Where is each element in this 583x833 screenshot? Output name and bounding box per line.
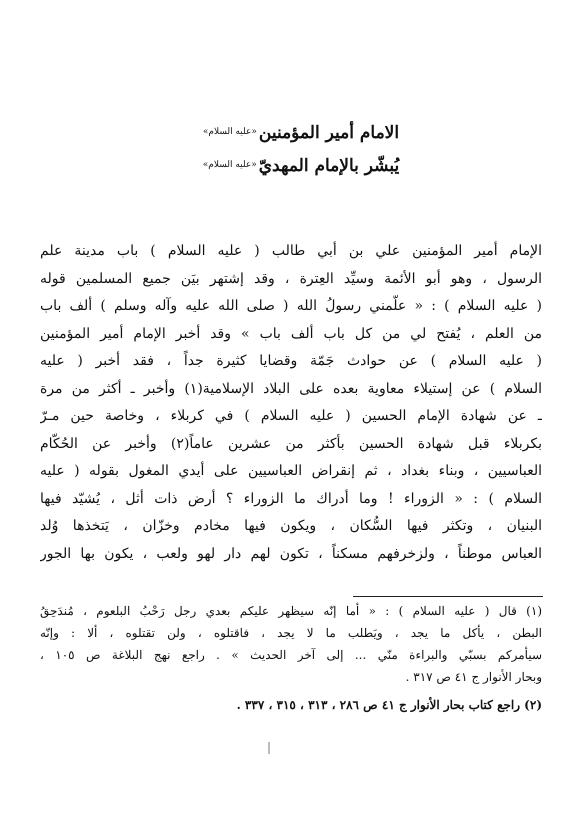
footnote-2 <box>40 694 542 716</box>
body-line: بكربلاء قبل شهادة الحسين بأكثر من عشرين عاماً(٢) وأخبر عن الحُكّام <box>40 435 542 452</box>
body-line: البنيان ، وتكثر فيها السُّكان ، ويكون فيها مخادم وخزّان ، يَتخذها وُلد <box>40 518 542 534</box>
footnote-1 <box>40 600 542 688</box>
body-line: ( عليه السلام ) عن حوادث جَمّة وقضايا كثيرة جداً ، فقد أخبر ( عليه <box>40 353 542 369</box>
body-line: العباس موطناً ، ولزخرفهم مسكناً ، تكون لهم دار لهو ولعب ، يكون بها الجور <box>40 545 542 562</box>
title-line-2-honorific: «عليه السلام» <box>202 160 257 170</box>
scan-mark <box>268 742 270 754</box>
body-line: السلام ) عن إستيلاء معاوية بعده على البلاد الإسلامية(١) وأخبر ـ أكثر من مرة <box>40 380 542 397</box>
title-line-1-text: الامام أمير المؤمنين <box>258 123 400 143</box>
body-line: الإمام أمير المؤمنين علي بن أبي طالب ( عليه السلام ) باب مدينة علم <box>40 243 542 259</box>
footnote-1-line: (١) قال ( عليه السلام ) : « أما إنّه سيظهر عليكم بعدي رجل رَحْبُ البلعوم ، مُندَحِقُ <box>40 604 542 618</box>
footnote-1-line: البطن ، يأكل ما يجد ، ويَطلب ما لا يجد ، فاقتلوه ، ولن تقتلوه ، ألا : وإنّه <box>40 626 542 640</box>
title-line-1-honorific: «عليه السلام» <box>202 127 257 137</box>
footnote-2-line: (٢) راجع كتاب بحار الأنوار ج ٤١ ص ٢٨٦ ، ٣١٣ ، ٣١٥ ، ٣٣٧ . <box>236 698 542 712</box>
body-paragraph <box>40 238 542 568</box>
title-line-2 <box>150 149 450 182</box>
body-line: الرسول ، وهو أبو الأئمة وسيِّد العِترة ، وقد إشتهر بيَن جميع المسلمين قوله <box>40 270 542 287</box>
title-line-2-text: يُبشّر بالإمام المهديّ <box>258 156 400 176</box>
chapter-title <box>150 116 450 182</box>
body-line: السلام ) : « الزوراء ! وما أدراك ما الزوراء ؟ أرض ذات أثل ، يُشيّد فيها <box>40 490 542 507</box>
body-line: العباسيين ، وبناء بغداد ، ثم إنقراض العباسيين على أيدي المغول بقوله ( عليه <box>40 463 542 479</box>
body-line: من العلم ، يُفتح لي من كل باب ألف باب » وقد أخبر الإمام أمير المؤمنين <box>40 325 542 342</box>
footnote-1-line: وبحار الأنوار ج ٤١ ص ٣١٧ . <box>405 670 542 684</box>
body-line: ( عليه السلام ) : « علّمني رسولُ الله ( صلى الله عليه وآله وسلم ) ألف باب <box>40 298 542 314</box>
footnotes <box>40 600 542 716</box>
body-line: ـ عن شهادة الإمام الحسين ( عليه السلام ) في كربلاء ، وخاصة حين مـرّ <box>40 408 542 424</box>
footnote-separator <box>353 596 543 597</box>
title-line-1 <box>150 116 450 149</box>
footnote-1-line: سيأمركم بسبّي والبراءة منّي ... إلى آخر الحديث » . راجع نهج البلاغة ص ١٠٥ ، <box>40 648 542 662</box>
